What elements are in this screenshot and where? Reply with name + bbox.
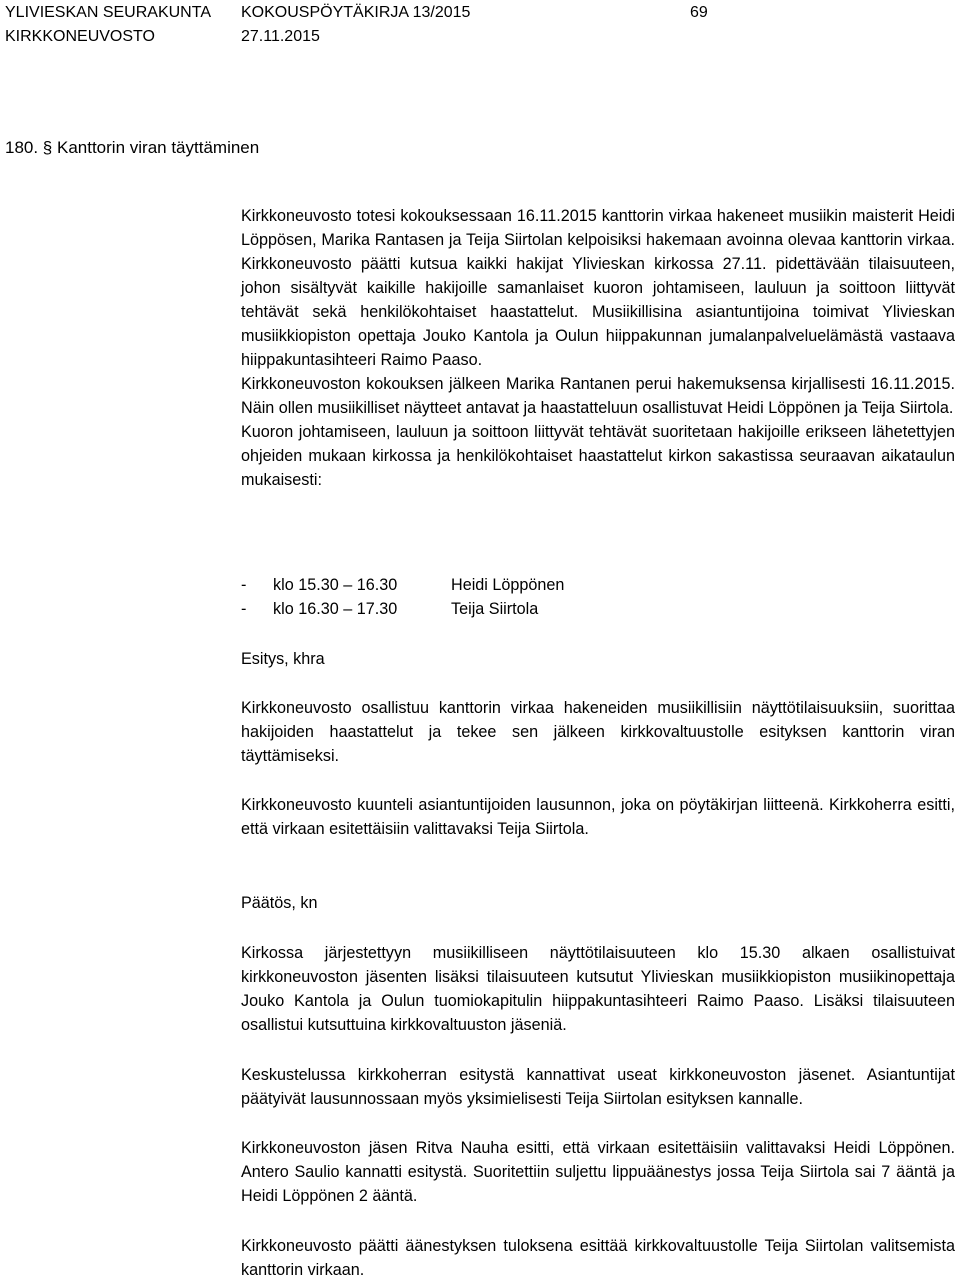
paragraph-background: Kirkkoneuvosto totesi kokouksessaan 16.11.2015 kanttorin virkaa hakeneet musiikin maisterit Heidi Löppösen, Marika Rantasen ja Teija Siirtolan kelpoisiksi hakemaan avoinna olevaa kanttorin virkaa. Kirkkoneuvosto päätti kutsua kaikki hakijat Ylivieskan kirkossa 27.11. pidettävään tilaisuuteen, johon sisältyvät kaikille hakijoille samanlaiset kuoron johtamiseen, lauluun ja soittoon liittyvät tehtävät sekä henkilökohtaiset haastattelut. Musiikillisina asiantuntijoina toimivat Ylivieskan musiikkiopiston opettaja Jouko Kantola ja Oulun hiippakunnan jumalanpalveluelämästä vastaava hiippakuntasihteeri Raimo Paaso. xyxy=(241,207,955,369)
decision-label: Päätös, kn xyxy=(241,894,318,912)
header-date: 27.11.2015 xyxy=(241,28,320,45)
decision-block-2 xyxy=(241,1063,955,1111)
statement-block xyxy=(241,793,955,841)
decision-block-1 xyxy=(241,941,955,1037)
paragraph-decision-final: Kirkkoneuvosto päätti äänestyksen tuloksena esittää kirkkovaltuustolle Teija Siirtolan valitsemista kanttorin virkaan. xyxy=(241,1237,955,1279)
paragraph-proposal: Kirkkoneuvosto osallistuu kanttorin virkaa hakeneiden musiikillisiin näyttötilaisuuksiin, suorittaa hakijoiden haastattelut ja tekee sen jälkeen kirkkovaltuustolle esityksen kanttorin viran täyttämiseksi. xyxy=(241,699,955,765)
header-organization: YLIVIESKAN SEURAKUNTA xyxy=(5,4,211,21)
paragraph-tasks: Kuoron johtamiseen, lauluun ja soittoon liittyvät tehtävät suoritetaan hakijoille erikseen lähetettyjen ohjeiden mukaan kirkossa ja henkilökohtaiset haastattelut kirkon sakastissa seuraavan aikataulun mukaisesti: xyxy=(241,423,955,489)
schedule-dash: - xyxy=(241,600,247,618)
paragraph-withdrawal: Kirkkoneuvoston kokouksen jälkeen Marika Rantanen perui hakemuksensa kirjallisesti 16.11.2015. Näin ollen musiikilliset näytteet antavat ja haastatteluun osallistuvat Heidi Löppönen ja Teija Siirtola. xyxy=(241,375,955,417)
proposal-block xyxy=(241,696,955,768)
decision-block-3 xyxy=(241,1136,955,1208)
schedule-dash: - xyxy=(241,576,247,594)
paragraph-decision-vote: Kirkkoneuvoston jäsen Ritva Nauha esitti, että virkaan esitettäisiin valittavaksi Heidi Löppönen. Antero Saulio kannatti esitystä. Suoritettiin suljettu lippuäänestys jossa Teija Siirtola sai 7 ääntä ja Heidi Löppönen 2 ääntä. xyxy=(241,1139,955,1205)
schedule-time: klo 16.30 – 17.30 xyxy=(273,600,398,618)
paragraph-statement: Kirkkoneuvosto kuunteli asiantuntijoiden lausunnon, joka on pöytäkirjan liitteenä. Kirkkoherra esitti, että virkaan esitettäisiin valittavaksi Teija Siirtola. xyxy=(241,796,955,838)
header-page-number: 69 xyxy=(690,4,708,21)
proposal-label: Esitys, khra xyxy=(241,650,325,668)
paragraph-decision-attendance: Kirkossa järjestettyyn musiikilliseen näyttötilaisuuteen klo 15.30 alkaen osallistuivat kirkkoneuvoston jäsenten lisäksi tilaisuuteen kutsutut Ylivieskan musiikkiopiston musiikinopettaja Jouko Kantola ja Oulun tuomiokapitulin hiippakuntasihteeri Raimo Paaso. Lisäksi tilaisuuteen osallistui kutsuttuina kirkkovaltuuston jäseniä. xyxy=(241,944,955,1034)
paragraph-decision-discussion: Keskustelussa kirkkoherran esitystä kannattivat useat kirkkoneuvoston jäsenet. Asiantuntijat päätyivät lausunnossaan myös yksimielisesti Teija Siirtolan esityksen kannalle. xyxy=(241,1066,955,1108)
schedule-candidate: Heidi Löppönen xyxy=(451,576,565,594)
header-body: KIRKKONEUVOSTO xyxy=(5,28,155,45)
section-title: 180. § Kanttorin viran täyttäminen xyxy=(5,138,260,157)
schedule-candidate: Teija Siirtola xyxy=(451,600,539,618)
schedule-time: klo 15.30 – 16.30 xyxy=(273,576,398,594)
decision-block-4 xyxy=(241,1234,955,1282)
header-document-title: KOKOUSPÖYTÄKIRJA 13/2015 xyxy=(241,4,471,21)
document-body-intro xyxy=(241,204,955,492)
